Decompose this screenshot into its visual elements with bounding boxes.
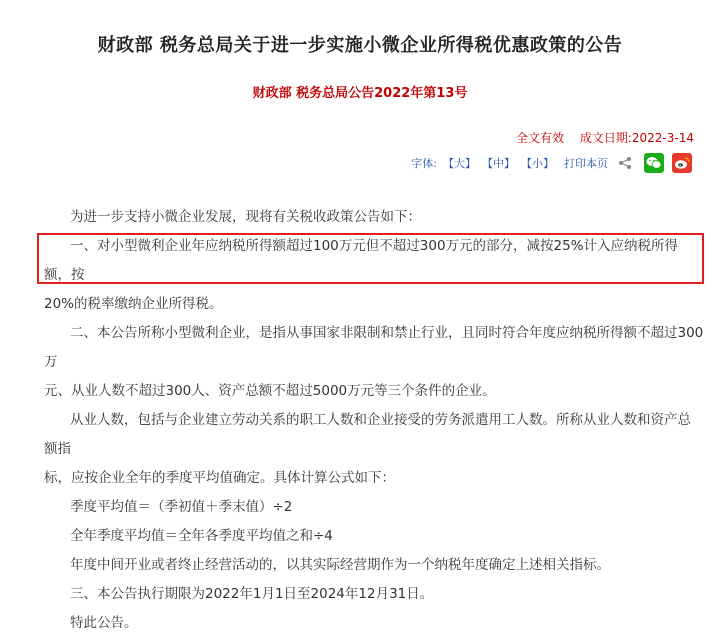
share-icon[interactable]: [618, 156, 632, 170]
font-size-medium-button[interactable]: 【中】: [482, 157, 515, 170]
formula-quarterly-average: 季度平均值＝（季初值＋季末值）÷2: [70, 499, 293, 515]
clause-3: 三、本公告执行期限为2022年1月1日至2024年12月31日。: [70, 586, 434, 602]
font-size-small-button[interactable]: 【小】: [521, 157, 554, 170]
document-number: 财政部 税务总局公告2022年第13号: [252, 86, 468, 101]
weibo-share-icon[interactable]: [672, 153, 692, 173]
document-meta: [516, 129, 694, 146]
font-size-label: 字体:: [411, 157, 437, 170]
intro-paragraph: 为进一步支持小微企业发展，现将有关税收政策公告如下：: [70, 209, 421, 225]
print-button[interactable]: 打印本页: [564, 157, 608, 170]
formula-annual-average: 全年季度平均值＝全年各季度平均值之和÷4: [70, 528, 333, 544]
toolbar: [411, 150, 692, 176]
wechat-share-icon[interactable]: [644, 153, 664, 173]
validity-status: 全文有效: [516, 131, 565, 145]
clause-2-line-2: 元、从业人数不超过300人、资产总额不超过5000万元等三个条件的企业。: [44, 383, 496, 399]
document-title: 财政部 税务总局关于进一步实施小微企业所得税优惠政策的公告: [97, 35, 623, 56]
headcount-paragraph-line-2: 标，应按企业全年的季度平均值确定。具体计算公式如下：: [44, 470, 395, 486]
clause-1-line-1: 一、对小型微利企业年应纳税所得额超过100万元但不超过300万元的部分，减按25%计入应纳税所得额，按: [44, 238, 679, 283]
headcount-paragraph-line-1: 从业人数，包括与企业建立劳动关系的职工人数和企业接受的劳务派遣用工人数。所称从业人数和资产总额指: [44, 412, 691, 457]
mid-year-paragraph: 年度中间开业或者终止经营活动的，以其实际经营期作为一个纳税年度确定上述相关指标。: [70, 557, 610, 573]
clause-2-line-1: 二、本公告所称小型微利企业，是指从事国家非限制和禁止行业，且同时符合年度应纳税所得额不超过300万: [44, 325, 704, 370]
highlight-box: [37, 233, 704, 284]
clause-1-line-2: 20%的税率缴纳企业所得税。: [44, 296, 223, 312]
issue-date: 成文日期:2022-3-14: [579, 131, 694, 145]
closing-statement: 特此公告。: [70, 615, 138, 631]
font-size-large-button[interactable]: 【大】: [443, 157, 476, 170]
